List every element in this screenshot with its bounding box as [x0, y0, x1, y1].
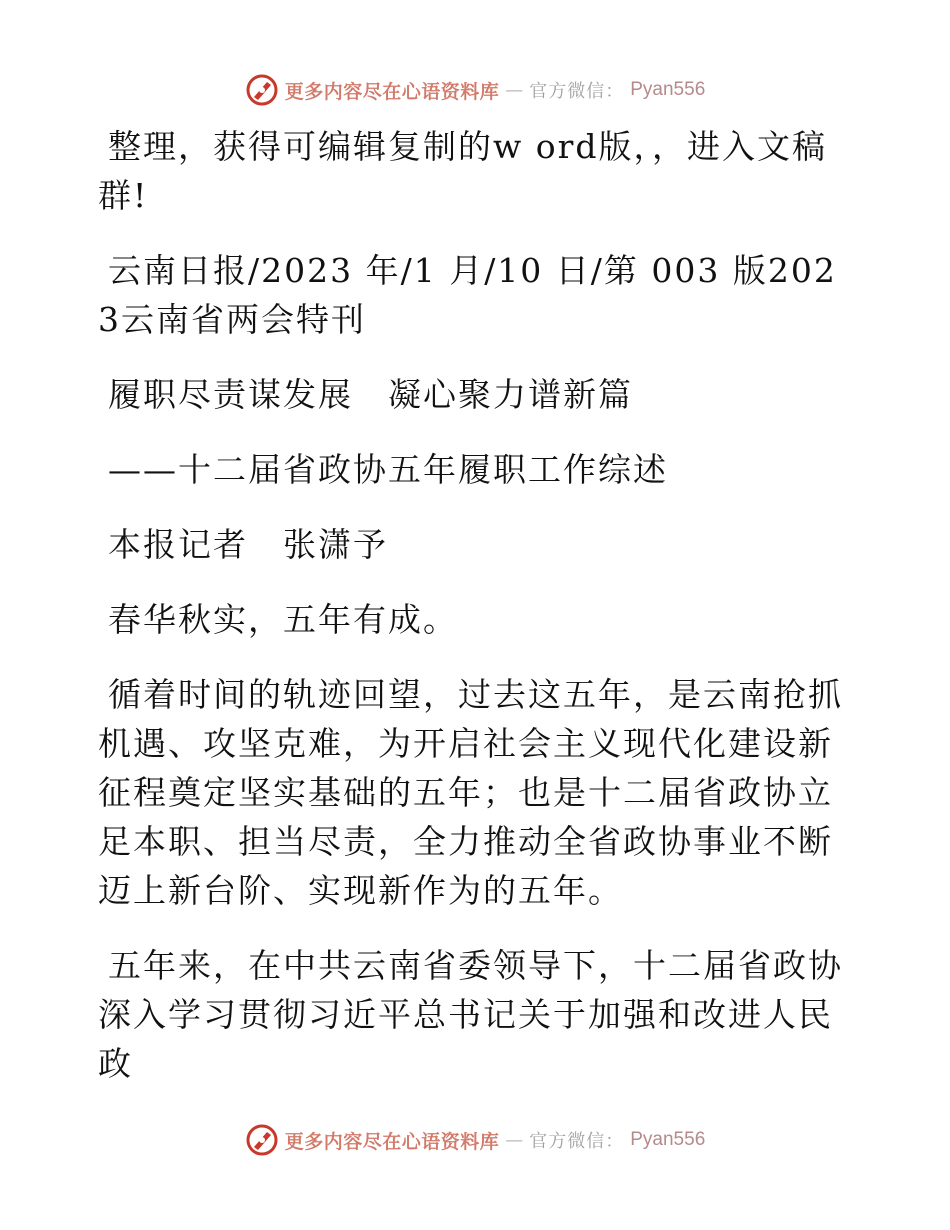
- paragraph: 云南日报/2023 年/1 月/10 日/第 003 版2023云南省两会特刊: [98, 251, 837, 339]
- article-subtitle: ——十二届省政协五年履职工作综述: [108, 450, 668, 489]
- watermark-separator: —: [505, 1129, 524, 1151]
- paragraph: 循着时间的轨迹回望，过去这五年，是云南抢抓机遇、攻坚克难，为开启社会主义现代化建设新征程奠定坚实基础的五年；也是十二届省政协立足本职、担当尽责，全力推动全省政协事业不断迈上新台阶、实现新作为的五年。: [98, 675, 843, 910]
- article-byline: 本报记者 张潇予: [108, 525, 388, 564]
- footer-watermark: [0, 1120, 950, 1160]
- watermark-wechat-id: Pyan556: [630, 79, 706, 100]
- brand-logo-icon: [245, 73, 279, 107]
- watermark-label: 官方微信：: [529, 81, 625, 102]
- watermark-brand: 更多内容尽在心语资料库: [284, 1130, 500, 1153]
- watermark-label: 官方微信：: [529, 1131, 625, 1152]
- watermark-brand: 更多内容尽在心语资料库: [284, 80, 500, 103]
- paragraph: 春华秋实，五年有成。: [108, 600, 458, 639]
- paragraph: 五年来，在中共云南省委领导下，十二届省政协深入学习贯彻习近平总书记关于加强和改进人民政: [98, 946, 843, 1083]
- header-watermark: [0, 70, 950, 110]
- brand-logo-icon: [245, 1123, 279, 1157]
- watermark-wechat-id: Pyan556: [630, 1129, 706, 1150]
- watermark-separator: —: [505, 79, 524, 101]
- paragraph: 整理，获得可编辑复制的w ord版，，进入文稿群!: [98, 127, 828, 215]
- document-body: [98, 122, 850, 1114]
- article-title: 履职尽责谋发展 凝心聚力谱新篇: [108, 375, 633, 414]
